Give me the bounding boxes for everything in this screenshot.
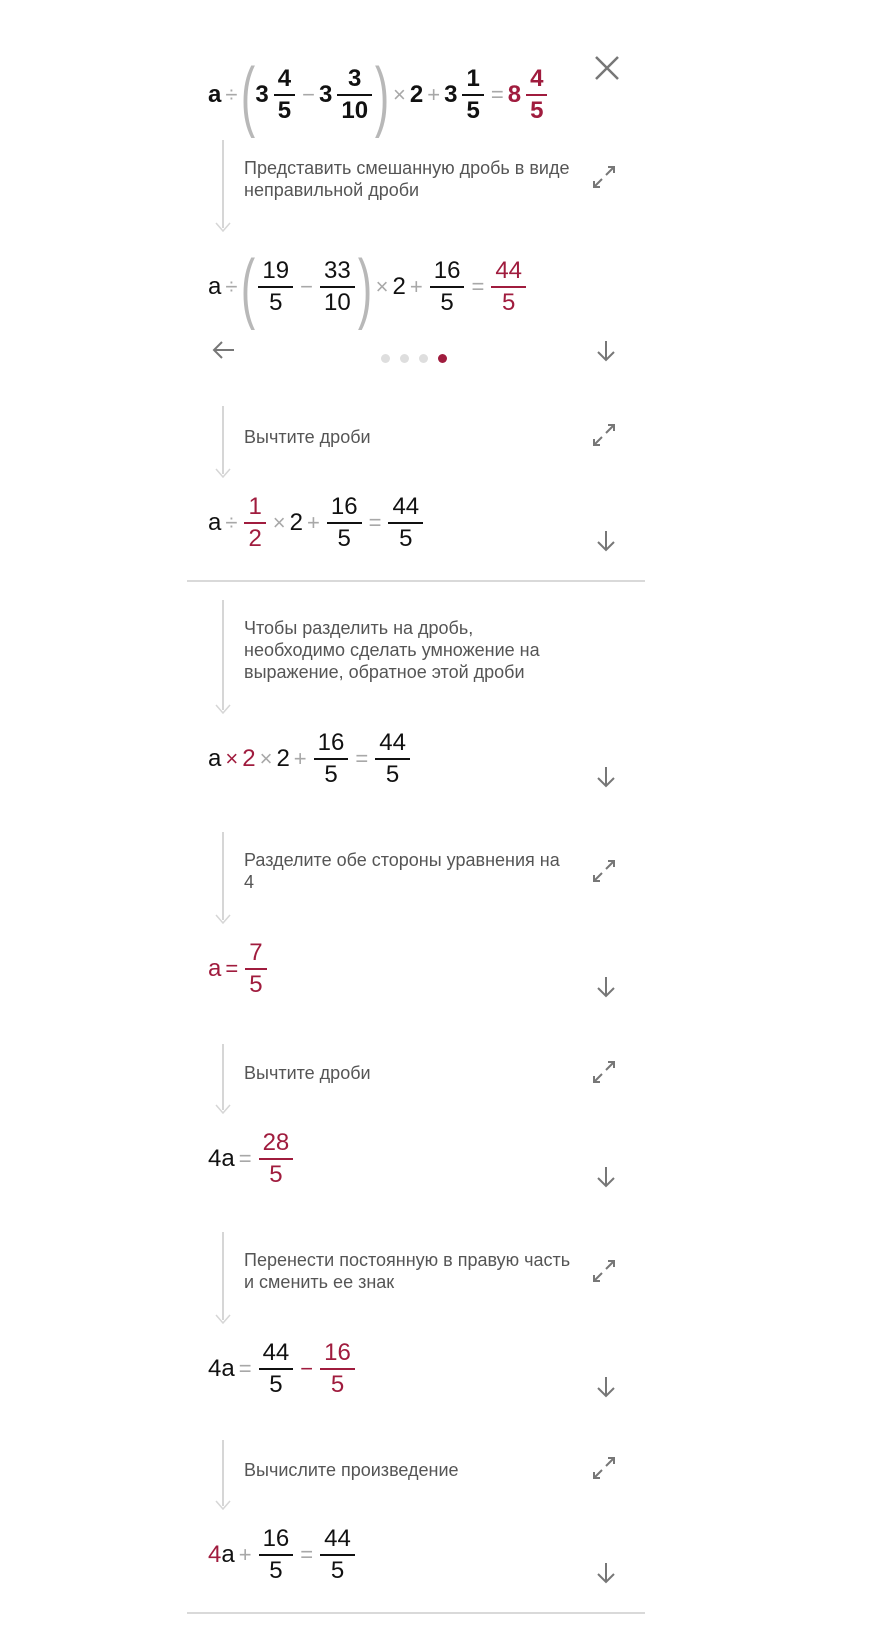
equals-sign: = <box>490 82 504 107</box>
highlight-fraction: $\frac{1}{2}$ <box>244 492 265 554</box>
number: 2 <box>392 273 406 300</box>
result-fraction: $\frac{44}{5}$ <box>491 256 526 318</box>
step-explanation: Представить смешанную дробь в виде неправильной дроби <box>244 158 570 200</box>
divide-sign: ÷ <box>225 274 238 299</box>
step-equation <box>208 492 426 554</box>
fraction: $\frac{16}{5}$ <box>259 1524 294 1586</box>
step-arrow-icon <box>215 1500 231 1510</box>
step-line <box>222 600 224 710</box>
section-divider <box>187 1612 645 1614</box>
chevron-down-icon[interactable] <box>596 1166 616 1188</box>
step-line <box>222 1044 224 1110</box>
original-equation <box>208 51 550 139</box>
var-a: a <box>208 81 222 108</box>
result-fraction: $\frac{28}{5}$ <box>259 1128 294 1190</box>
plus-sign: + <box>427 82 441 107</box>
expand-icon[interactable] <box>590 421 618 449</box>
coefficient: 4 <box>208 1145 222 1172</box>
minus-sign: − <box>302 82 315 107</box>
var-a: a <box>208 509 222 536</box>
number: 2 <box>409 81 424 108</box>
step-equation <box>208 1338 358 1400</box>
var-a: a <box>221 1145 235 1172</box>
equals-sign: = <box>238 1356 252 1381</box>
fraction: $\frac{44}{5}$ <box>388 492 423 554</box>
page-dot[interactable] <box>419 354 428 363</box>
fraction: $\frac{16}{5}$ <box>327 492 362 554</box>
highlight-fraction: $\frac{16}{5}$ <box>320 1338 355 1400</box>
expand-icon[interactable] <box>590 857 618 885</box>
var-a: a <box>221 1541 235 1568</box>
step-arrow-icon <box>215 222 231 232</box>
chevron-down-icon[interactable] <box>596 340 616 362</box>
times-sign: × <box>393 82 406 107</box>
number-highlight: 2 <box>242 745 256 772</box>
step-explanation: Разделите обе стороны уравнения на 4 <box>244 850 560 892</box>
arrow-left-icon[interactable] <box>212 340 236 360</box>
fraction: $\frac{4}{5}$ <box>274 64 295 126</box>
step-explanation: Чтобы разделить на дробь, необходимо сделать умножение на выражение, обратное этой дроби <box>244 618 540 682</box>
times-sign: × <box>259 746 273 771</box>
minus-sign: − <box>300 274 313 299</box>
mixed-whole: 3 <box>255 81 269 108</box>
number: 2 <box>276 745 290 772</box>
var-a: a <box>208 273 222 300</box>
plus-sign: + <box>238 1542 252 1567</box>
expand-icon[interactable] <box>590 1058 618 1086</box>
plus-sign: + <box>307 510 320 535</box>
step-equation <box>208 1128 296 1190</box>
step-line <box>222 406 224 474</box>
coefficient: 4 <box>208 1355 222 1382</box>
fraction: $\frac{16}{5}$ <box>430 256 465 318</box>
step-arrow-icon <box>215 704 231 714</box>
step-equation <box>208 938 270 1000</box>
expand-icon[interactable] <box>590 1454 618 1482</box>
expand-icon[interactable] <box>590 1257 618 1285</box>
step-line <box>222 140 224 228</box>
page-dot[interactable] <box>400 354 409 363</box>
var-a: a <box>208 745 222 772</box>
result-fraction: $\frac{4}{5}$ <box>526 64 547 126</box>
equals-sign: = <box>355 746 369 771</box>
chevron-down-icon[interactable] <box>596 766 616 788</box>
step-arrow-icon <box>215 1314 231 1324</box>
step-arrow-icon <box>215 1104 231 1114</box>
page-dot[interactable] <box>381 354 390 363</box>
step-equation <box>208 243 529 331</box>
right-paren: ) <box>374 51 390 139</box>
number: 2 <box>289 509 304 536</box>
mixed-whole: 3 <box>444 81 458 108</box>
pagination-dots <box>376 354 452 363</box>
var-a: a <box>208 955 222 982</box>
times-sign: × <box>375 274 389 299</box>
chevron-down-icon[interactable] <box>596 530 616 552</box>
step-explanation: Вычтите дроби <box>244 427 371 447</box>
result-fraction: $\frac{7}{5}$ <box>245 938 266 1000</box>
times-sign: × <box>272 510 286 535</box>
coefficient-highlight: 4 <box>208 1541 222 1568</box>
fraction: $\frac{19}{5}$ <box>258 256 293 318</box>
result-whole: 8 <box>507 81 522 108</box>
chevron-down-icon[interactable] <box>596 1562 616 1584</box>
step-arrow-icon <box>215 914 231 924</box>
equals-sign: = <box>238 1146 252 1171</box>
fraction: $\frac{3}{10}$ <box>337 64 372 126</box>
left-paren: ( <box>241 51 256 139</box>
equals-sign: = <box>471 274 485 299</box>
step-arrow-icon <box>215 468 231 478</box>
fraction: $\frac{33}{10}$ <box>320 256 355 318</box>
step-line <box>222 1440 224 1506</box>
step-explanation: Перенести постоянную в правую часть и сменить ее знак <box>244 1250 571 1292</box>
chevron-down-icon[interactable] <box>596 976 616 998</box>
plus-sign: + <box>409 274 423 299</box>
fraction: $\frac{44}{5}$ <box>259 1338 294 1400</box>
var-a: a <box>221 1355 235 1382</box>
step-explanation: Вычтите дроби <box>244 1063 371 1083</box>
divide-sign: ÷ <box>225 82 238 107</box>
left-paren: ( <box>241 243 256 331</box>
step-explanation: Вычислите произведение <box>244 1460 459 1480</box>
fraction: $\frac{1}{5}$ <box>462 64 483 126</box>
page-dot-active[interactable] <box>438 354 447 363</box>
right-paren: ) <box>357 243 372 331</box>
expand-icon[interactable] <box>590 163 618 191</box>
minus-sign-highlight: − <box>300 1356 314 1381</box>
equals-sign: = <box>300 1542 314 1567</box>
fraction: $\frac{44}{5}$ <box>375 728 410 790</box>
chevron-down-icon[interactable] <box>596 1376 616 1398</box>
fraction: $\frac{16}{5}$ <box>314 728 349 790</box>
divide-sign: ÷ <box>225 510 238 535</box>
equals-sign: = <box>225 956 239 981</box>
section-divider <box>187 580 645 582</box>
step-line <box>222 832 224 920</box>
times-sign-highlight: × <box>225 746 239 771</box>
close-icon[interactable] <box>594 55 620 81</box>
mixed-whole: 3 <box>319 81 333 108</box>
equals-sign: = <box>368 510 382 535</box>
fraction: $\frac{44}{5}$ <box>320 1524 355 1586</box>
step-equation <box>208 728 413 790</box>
step-line <box>222 1232 224 1320</box>
step-equation <box>208 1524 358 1586</box>
plus-sign: + <box>293 746 307 771</box>
